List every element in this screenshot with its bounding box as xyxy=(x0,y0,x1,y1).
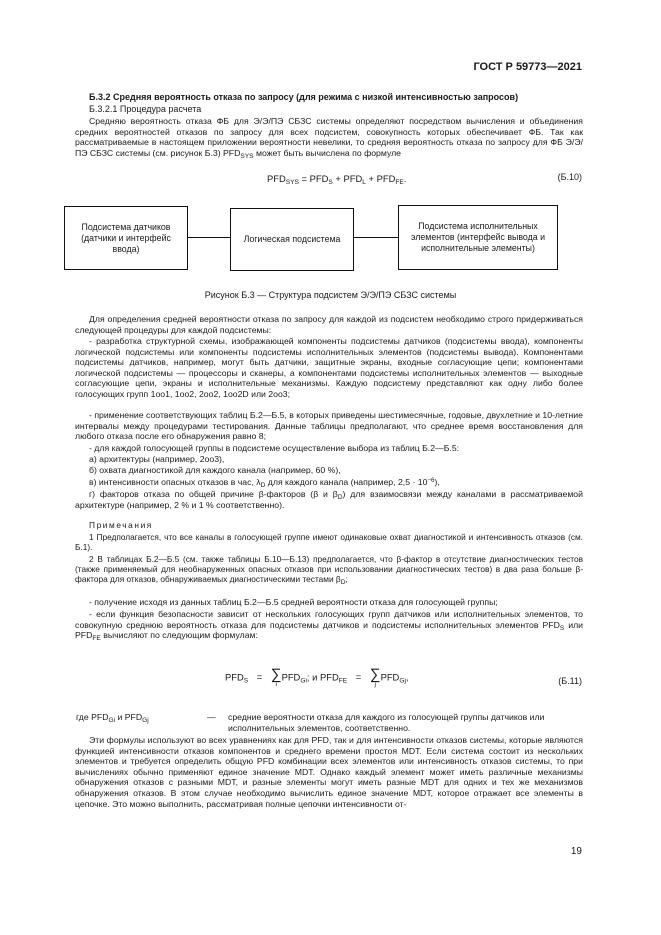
procedure-step-multiple-groups: - если функция безопасности зависит от нескольких голосующих групп датчиков или исполнительных элементов, то совокупную среднюю вероятность отказа для подсистемы датчиков и подсистемы исполнительных элементов $PFD_S$ или $PFD_{FE}$ вычисляют по следующим формулам: xyxy=(75,609,583,643)
intro-paragraph: Средняю вероятность отказа ФБ для Э/Э/ПЭ СБЗС системы определяют посредством вычисления и объединения средних вероятностей отказов по запросу для всех подсистем, совокупность которых обеспечивает ФБ. Так как рассматриваемые в настоящем приложении вероятности невелики, то средняя вероятность отказа по запросу для ФБ Э/Э/ПЭ СБЗС системы (см. рисунок Б.3) $PFD_{SYS}$ может быть вычислена по формуле xyxy=(75,116,583,160)
equation-b10: $PFD_{SYS} = PFD_S + PFD_L + PFD_{FE}$. xyxy=(267,173,407,186)
procedure-step-tables: - применение соответствующих таблиц Б.2—Б.5, в которых приведены шестимесячные, годовые, двухлетние и 10-летние интервалы между процедурами тестирования. Данные таблицы предполагают, что среднее время восстановления для любого отказа после его обнаружения равно 8; xyxy=(75,410,583,442)
procedure-step-select: - для каждой голосующей группы в подсистеме осуществление выбора из таблиц Б.2—Б.5: xyxy=(89,443,460,453)
notes-title: Примечания xyxy=(89,520,153,530)
section-heading: Б.3.2 Средняя вероятность отказа по запросу (для режима с низкой интенсивностью запросов) xyxy=(89,92,519,102)
section-subheading: Б.3.2.1 Процедура расчета xyxy=(89,104,202,114)
equation-number-b10: (Б.10) xyxy=(557,172,582,182)
selection-item-a: а) архитектуры (например, 2оо3), xyxy=(89,454,225,464)
figure-caption: Рисунок Б.3 — Структура подсистем Э/Э/ПЭ СБЗС системы xyxy=(204,290,457,300)
procedure-step-diagram: - разработка структурной схемы, изображающей компоненты подсистемы датчиков (подсистемы ввода), компоненты логической подсистемы или компоненты подсистемы исполнительных элементов (подсистемы вывода). Компонентами подсистемы датчиков, например, могут быть датчики, защитные экраны, входные согласующие цепи; компонентами логической подсистемы — процессоры и сканеры, а компонентами подсистемы исполнительных элементов — выходные согласующие цепи, экраны и исполнительные механизмы. Каждую подсистему представляют как одну либо более голосующих групп 1оо1, 1оо2, 2оо2, 1оо2D или 2оо3; xyxy=(75,336,583,399)
selection-item-d: г) факторов отказа по общей причине β-факторов (β и $\beta_D$) для взаимосвязи между каналами в рассматриваемой архитектуре (например, 2 % и 1 % соответственно). xyxy=(75,489,583,510)
where-definition: средние вероятности отказа для каждого из голосующей группы датчиков или исполнительных элементов, соответственно. xyxy=(228,712,545,733)
standard-number: ГОСТ Р 59773—2021 xyxy=(473,61,582,73)
note-1: 1 Предполагается, что все каналы в голосующей группе имеют одинаковые охват диагностикой и интенсивность отказов (см. Б.1). xyxy=(75,532,583,553)
where-lead: где $PFD_{Gi}$ и $PFD_{Gj}$ xyxy=(76,712,149,724)
note-2: 2 В таблицах Б.2—Б.5 (см. также таблицы Б.10—Б.13) предполагается, что β-фактор в отсутствие диагностических тестов (также применяемый для необнаруженных опасных отказов при использовании диагностических тестов) в два раза больше β-фактора для отказов, обнаруживаемых диагностическими тестами $\beta_D$; xyxy=(75,554,583,587)
equation-b11: $PFD_S$ = ∑ i $PFD_{Gi}$; и $PFD_{FE}$ = ∑ j $PFD_{Gj}$, xyxy=(225,666,409,688)
selection-item-c: в) интенсивности опасных отказов в час, $\lambda_D$ для каждого канала (например, $2,5 \cdot 10^{-6}$), xyxy=(89,477,440,489)
actuator-subsystem-box: Подсистема исполнительных элементов (интерфейс вывода и исполнительные элементы) xyxy=(398,205,558,270)
sum-symbol-j: ∑ j xyxy=(369,666,381,688)
procedure-step-result: - получение исходя из данных таблиц Б.2—Б.5 средней вероятности отказа для голосующей группы; xyxy=(89,597,498,607)
closing-paragraph: Эти формулы используют во всех уравнениях как для PFD, так и для интенсивности отказов системы, которые являются функцией интенсивности отказов компонентов и среднего времени простоя MDT. Если система состоит из нескольких элементов и требуется определить общую PFD комбинации всех элементов или интенсивность отказов системы, то при вычислениях обычно применяют единое значение MDT. Однако каждый элемент может иметь различные механизмы обнаружения отказов с разными MDT, и разные элементы могут иметь разные MDT для одних и тех же механизмов обнаружения отказов. В этом случае необходимо вычислить единое значение MDT, которое отражает все элементы в цепочке. Это можно выполнить, рассматривая полные цепочки интенсивности от- xyxy=(75,735,583,809)
connector-line-1 xyxy=(188,237,230,238)
where-dash: — xyxy=(207,712,216,722)
connector-line-2 xyxy=(354,237,398,238)
sum-symbol-i: ∑ i xyxy=(270,666,282,688)
equation-number-b11: (Б.11) xyxy=(558,676,582,686)
page-number: 19 xyxy=(570,846,582,857)
sensor-subsystem-box: Подсистема датчиков (датчики и интерфейс ввода) xyxy=(64,206,188,270)
selection-item-b: б) охвата диагностикой для каждого канала (например, 60 %), xyxy=(89,465,341,475)
procedure-intro: Для определения средней вероятности отказа по запросу для каждой из подсистем необходимо строго придерживаться следующей процедуры для каждой подсистемы: xyxy=(75,314,583,335)
logic-subsystem-box: Логическая подсистема xyxy=(230,208,354,271)
